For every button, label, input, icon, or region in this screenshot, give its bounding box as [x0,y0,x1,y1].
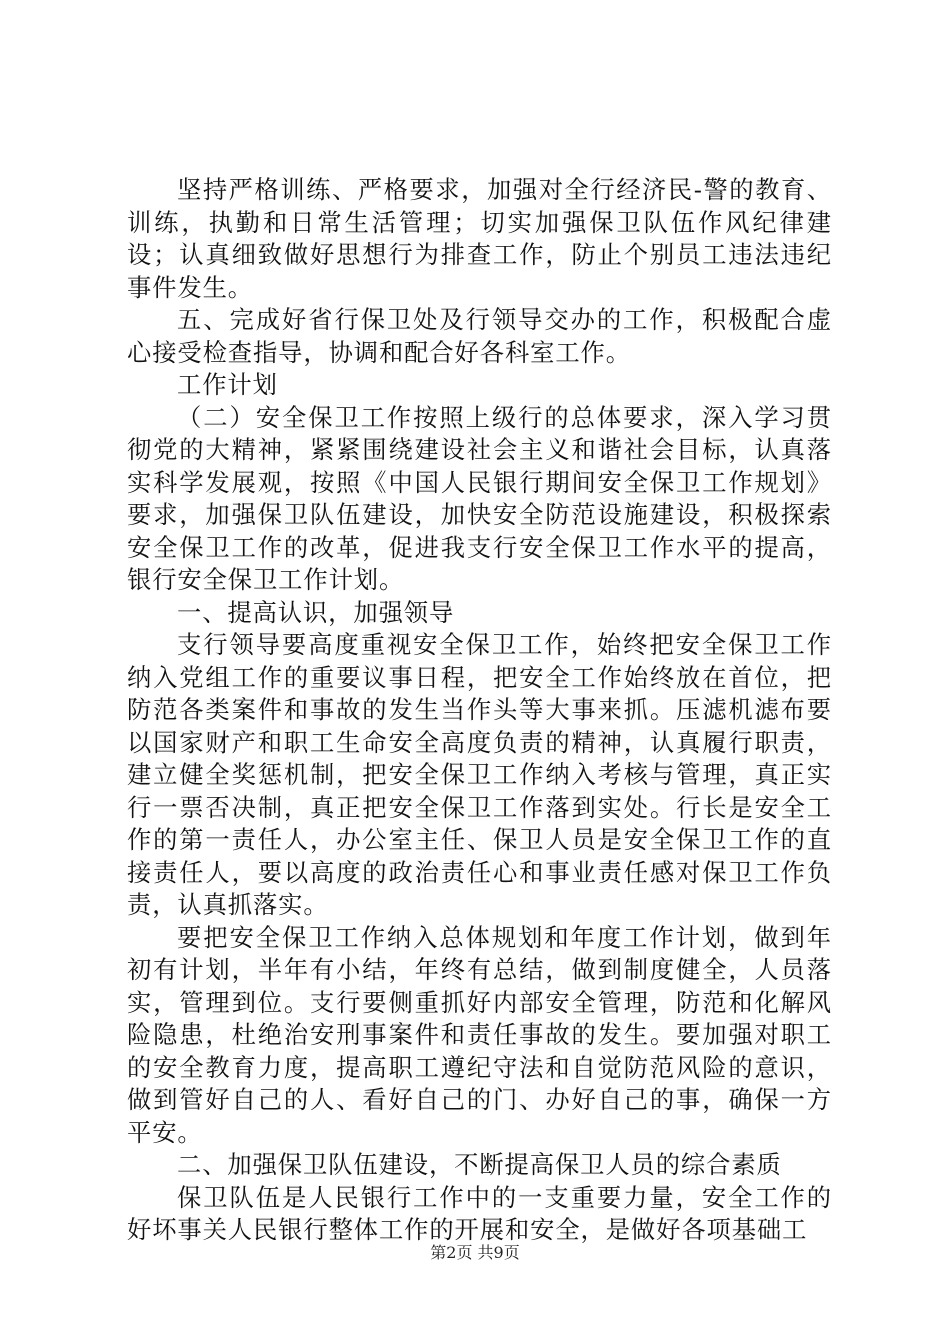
heading-item-two: 二、加强保卫队伍建设，不断提高保卫人员的综合素质 [177,1150,782,1179]
heading-work-plan: 工作计划 [177,370,278,399]
page-number-footer: 第2页 共9页 [430,1243,520,1262]
document-body [127,174,832,1247]
paragraph-discipline: 坚持严格训练、严格要求，加强对全行经济民-警的教育、训练，执勤和日常生活管理；切实加强保卫队伍作风纪律建设；认真细致做好思想行为排查工作，防止个别员工违法违纪事件发生。 [127,175,832,302]
paragraph-planning: 要把安全保卫工作纳入总体规划和年度工作计划，做到年初有计划，半年有小结，年终有总结，做到制度健全，人员落实，管理到位。支行要侧重抓好内部安全管理，防范和化解风险隐患，杜绝治安刑事案件和责任事故的发生。要加强对职工的安全教育力度，提高职工遵纪守法和自觉防范风险的意识，做到管好自己的人、看好自己的门、办好自己的事，确保一方平安。 [127,922,832,1147]
paragraph-security-team: 保卫队伍是人民银行工作中的一支重要力量，安全工作的好坏事关人民银行整体工作的开展和安全，是做好各项基础工 [127,1182,832,1244]
heading-item-one: 一、提高认识，加强领导 [177,597,455,627]
paragraph-item-five: 五、完成好省行保卫处及行领导交办的工作，积极配合虚心接受检查指导，协调和配合好各科室工作。 [127,305,832,367]
paragraph-leadership: 支行领导要高度重视安全保卫工作，始终把安全保卫工作纳入党组工作的重要议事日程，把安全工作始终放在首位，把防范各类案件和事故的发生当作头等大事来抓。压滤机滤布要以国家财产和职工生命安全高度负责的精神，认真履行职责，建立健全奖惩机制，把安全保卫工作纳入考核与管理，真正实行一票否决制，真正把安全保卫工作落到实处。行长是安全工作的第一责任人，办公室主任、保卫人员是安全保卫工作的直接责任人，要以高度的政治责任心和事业责任感对保卫工作负责，认真抓落实。 [127,630,832,919]
paragraph-section-two: （二）安全保卫工作按照上级行的总体要求，深入学习贯彻党的大精神，紧紧围绕建设社会主义和谐社会目标，认真落实科学发展观，按照《中国人民银行期间安全保卫工作规划》要求，加强保卫队伍建设，加快安全防范设施建设，积极探索安全保卫工作的改革，促进我支行安全保卫工作水平的提高，银行安全保卫工作计划。 [127,402,832,594]
